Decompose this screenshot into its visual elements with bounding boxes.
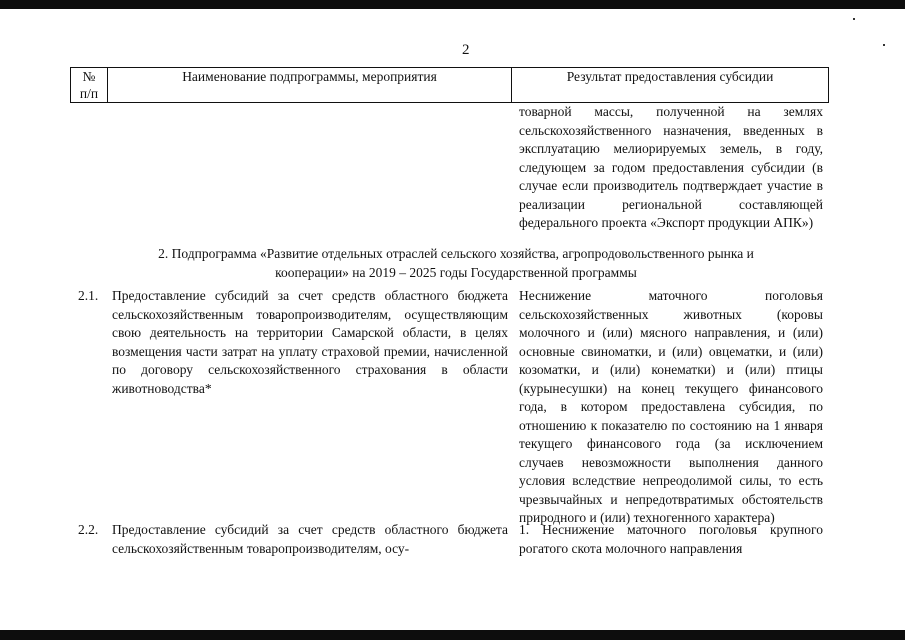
subprogram-heading	[86, 245, 826, 282]
header-number-abbr: п/п	[79, 86, 99, 101]
row-name: Предоставление субсидий за счет средств областного бюджета сельскохозяйственным товаропроизводителям, осуществляющим свою деятельность на территории Самарской области, в целях возмещения части затрат на уплату страховой премии, начисленной по договору сельскохозяйственного страхования в области животноводства*	[112, 288, 508, 396]
row-number: 2.2.	[78, 522, 99, 537]
header-number-symbol: №	[82, 69, 96, 84]
row-name: Предоставление субсидий за счет средств областного бюджета сельскохозяйственным товаропроизводителям, осу-	[112, 522, 508, 556]
subprogram-heading-line1: 2. Подпрограмма «Развитие отдельных отраслей сельского хозяйства, агропродовольственного рынка и	[158, 246, 754, 261]
scan-speck	[853, 18, 855, 20]
scan-bottom-border	[0, 630, 905, 640]
scan-top-border	[0, 0, 905, 9]
table-header	[70, 67, 829, 103]
header-number-cell	[71, 68, 108, 103]
row-number: 2.1.	[78, 288, 99, 303]
scan-speck	[883, 44, 885, 46]
continued-result-text: товарной массы, полученной на землях сельскохозяйственного назначения, введенных в эксплуатацию мелиорируемых земель, в году, следующем за годом предоставления субсидии (в случае если производитель подтверждает участие в реализации региональной составляющей федерального проекта «Экспорт продукции АПК»)	[519, 104, 823, 230]
header-name-cell: Наименование подпрограммы, мероприятия	[108, 68, 512, 103]
page-number: 2	[462, 42, 470, 58]
header-result-cell: Результат предоставления субсидии	[512, 68, 829, 103]
subprogram-heading-line2: кооперации» на 2019 – 2025 годы Государственной программы	[275, 264, 637, 280]
row-result: Неснижение маточного поголовья сельскохозяйственных животных (коровы молочного и (или) мясного направления, и (или) основные свиноматки, и (или) овцематки, и (или) козоматки, и (или) конематки) и (или) птицы (курынесушки) на конец текущего финансового года, в котором предоставлена субсидия, по отношению к показателю по состоянию на 1 января текущего финансового года (за исключением случаев невозможности выполнения данного условия вследствие непреодолимой силы, то есть чрезвычайных и непредотвратимых обстоятельств природного и (или) техногенного характера)	[519, 288, 823, 525]
row-result: 1. Неснижение маточного поголовья крупного рогатого скота молочного направления	[519, 522, 823, 556]
